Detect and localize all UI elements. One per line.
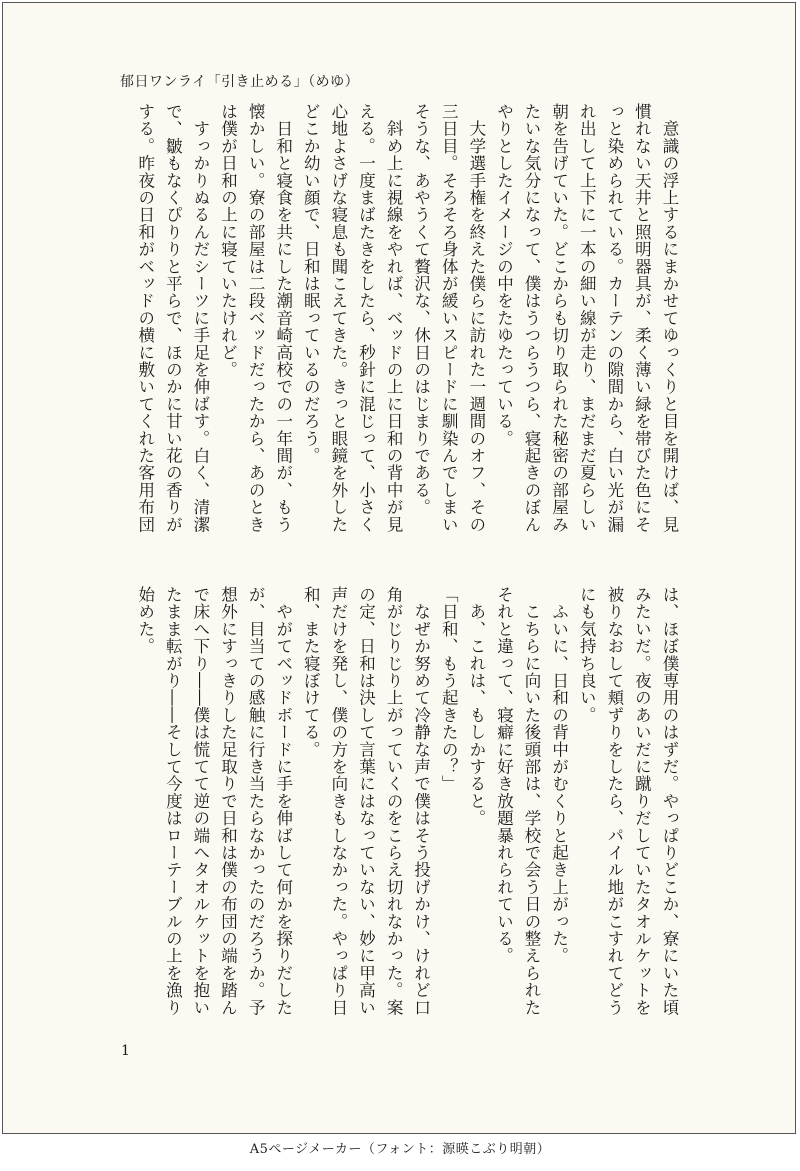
top-text-line: れ出して上下に一本の細い線が走り、まだまだ夏らしい bbox=[577, 103, 597, 533]
top-text-line: 意識の浮上するにまかせてゆっくりと目を開けば、見 bbox=[660, 103, 679, 533]
page-number: 1 bbox=[121, 1043, 130, 1059]
text-block-top bbox=[108, 103, 683, 563]
bottom-text-line: にも気持ち良い。 bbox=[577, 586, 597, 724]
top-text-line: 斜め上に視線をやれば、ベッドの上に日和の背中が見 bbox=[384, 103, 404, 533]
top-text-line: そうな、あやうくて贅沢な、休日のはじまりである。 bbox=[411, 103, 431, 516]
top-text-line: 朝を告げていた。どこからも切り取られた秘密の部屋み bbox=[549, 103, 569, 533]
top-text-line: やりとしたイメージの中をたゆたっている。 bbox=[494, 103, 514, 447]
page-title: 郁日ワンライ「引き止める」（めゆ） bbox=[120, 74, 360, 90]
top-text-line: で、皺もなくぴりりと平らで、ほのかに甘い花の香りが bbox=[163, 103, 183, 533]
top-text-line: 慣れない天井と照明器具が、柔く薄い緑を帯びた色にそ bbox=[632, 103, 652, 533]
top-text-line: たいな気分になって、僕はうつらうつら、寝起きのぼん bbox=[522, 103, 542, 533]
top-text-line: 懐かしい。寮の部屋は二段ベッドだったから、あのとき bbox=[246, 103, 266, 533]
bottom-text-line: が、目当ての感触に行き当たらなかったのだろうか。予 bbox=[246, 586, 266, 1016]
bottom-text-line: 声だけを発し、僕の方を向きもしなかった。やっぱり日 bbox=[328, 586, 348, 1016]
bottom-text-line: ふいに、日和の背中がむくりと起き上がった。 bbox=[549, 586, 569, 965]
bottom-text-line: こちらに向いた後頭部は、学校で会う日の整えられた bbox=[522, 586, 542, 1016]
bottom-text-line: 始めた。 bbox=[135, 586, 155, 655]
page-canvas bbox=[2, 2, 796, 1134]
bottom-text-line: は、ほぼ僕専用のはずだ。やっぱりどこか、寮にいた頃 bbox=[660, 586, 679, 1016]
top-text-line: える。一度まばたきをしたら、秒針に混じって、小さく bbox=[356, 103, 376, 533]
bottom-text-line: 被りなおして頬ずりをしたら、パイル地がこすれてどう bbox=[604, 586, 624, 1016]
text-block-bottom bbox=[108, 586, 683, 1056]
top-text-line: は僕が日和の上に寝ていたけれど。 bbox=[218, 103, 238, 379]
top-text-line: 三日目。そろそろ身体が緩いスピードに馴染んでしまい bbox=[439, 103, 459, 533]
bottom-text-line: あ、これは、もしかすると。 bbox=[466, 586, 486, 827]
top-text-line: する。昨夜の日和がベッドの横に敷いてくれた客用布団 bbox=[135, 103, 155, 533]
bottom-text-line: たまま転がり――そして今度はローテーブルの上を漁り bbox=[163, 586, 183, 1016]
bottom-text-line: で床へ下り――僕は慌てて逆の端へタオルケットを抱い bbox=[190, 586, 210, 1016]
top-text-line: どこか幼い顔で、日和は眠っているのだろう。 bbox=[301, 103, 321, 465]
bottom-text-line: やがてベッドボードに手を伸ばして何かを探りだした bbox=[273, 586, 293, 1016]
footer-credit: A5ページメーカー（フォント：源暎こぶり明朝） bbox=[249, 1142, 551, 1157]
bottom-text-line: なぜか努めて冷静な声で僕はそう投げかけ、けれど口 bbox=[411, 586, 431, 1016]
bottom-text-line: 「日和、もう起きたの？」 bbox=[439, 586, 459, 793]
top-text-line: 大学選手権を終えた僕らに訪れた一週間のオフ、その bbox=[466, 103, 486, 533]
bottom-text-line: みたいだ。夜のあいだに蹴りだしていたタオルケットを bbox=[632, 586, 652, 1016]
bottom-text-line: の定、日和は決して言葉にはなっていない、妙に甲高い bbox=[356, 586, 376, 1016]
bottom-text-line: 和、また寝ぼけてる。 bbox=[301, 586, 321, 758]
bottom-text-line: 角がじりじり上がっていくのをこらえ切れなかった。案 bbox=[384, 586, 404, 1016]
top-text-line: 日和と寝食を共にした潮音崎高校での一年間が、もう bbox=[273, 103, 293, 533]
top-text-line: すっかりぬるんだシーツに手足を伸ばす。白く、清潔 bbox=[190, 103, 210, 533]
bottom-text-line: それと違って、寝癖に好き放題暴れられている。 bbox=[494, 586, 514, 965]
top-text-line: 心地よさげな寝息も聞こえてきた。きっと眼鏡を外した bbox=[328, 103, 348, 533]
top-text-line: っと染められている。カーテンの隙間から、白い光が漏 bbox=[604, 103, 624, 533]
bottom-text-line: 想外にすっきりした足取りで日和は僕の布団の端を踏ん bbox=[218, 586, 238, 1016]
